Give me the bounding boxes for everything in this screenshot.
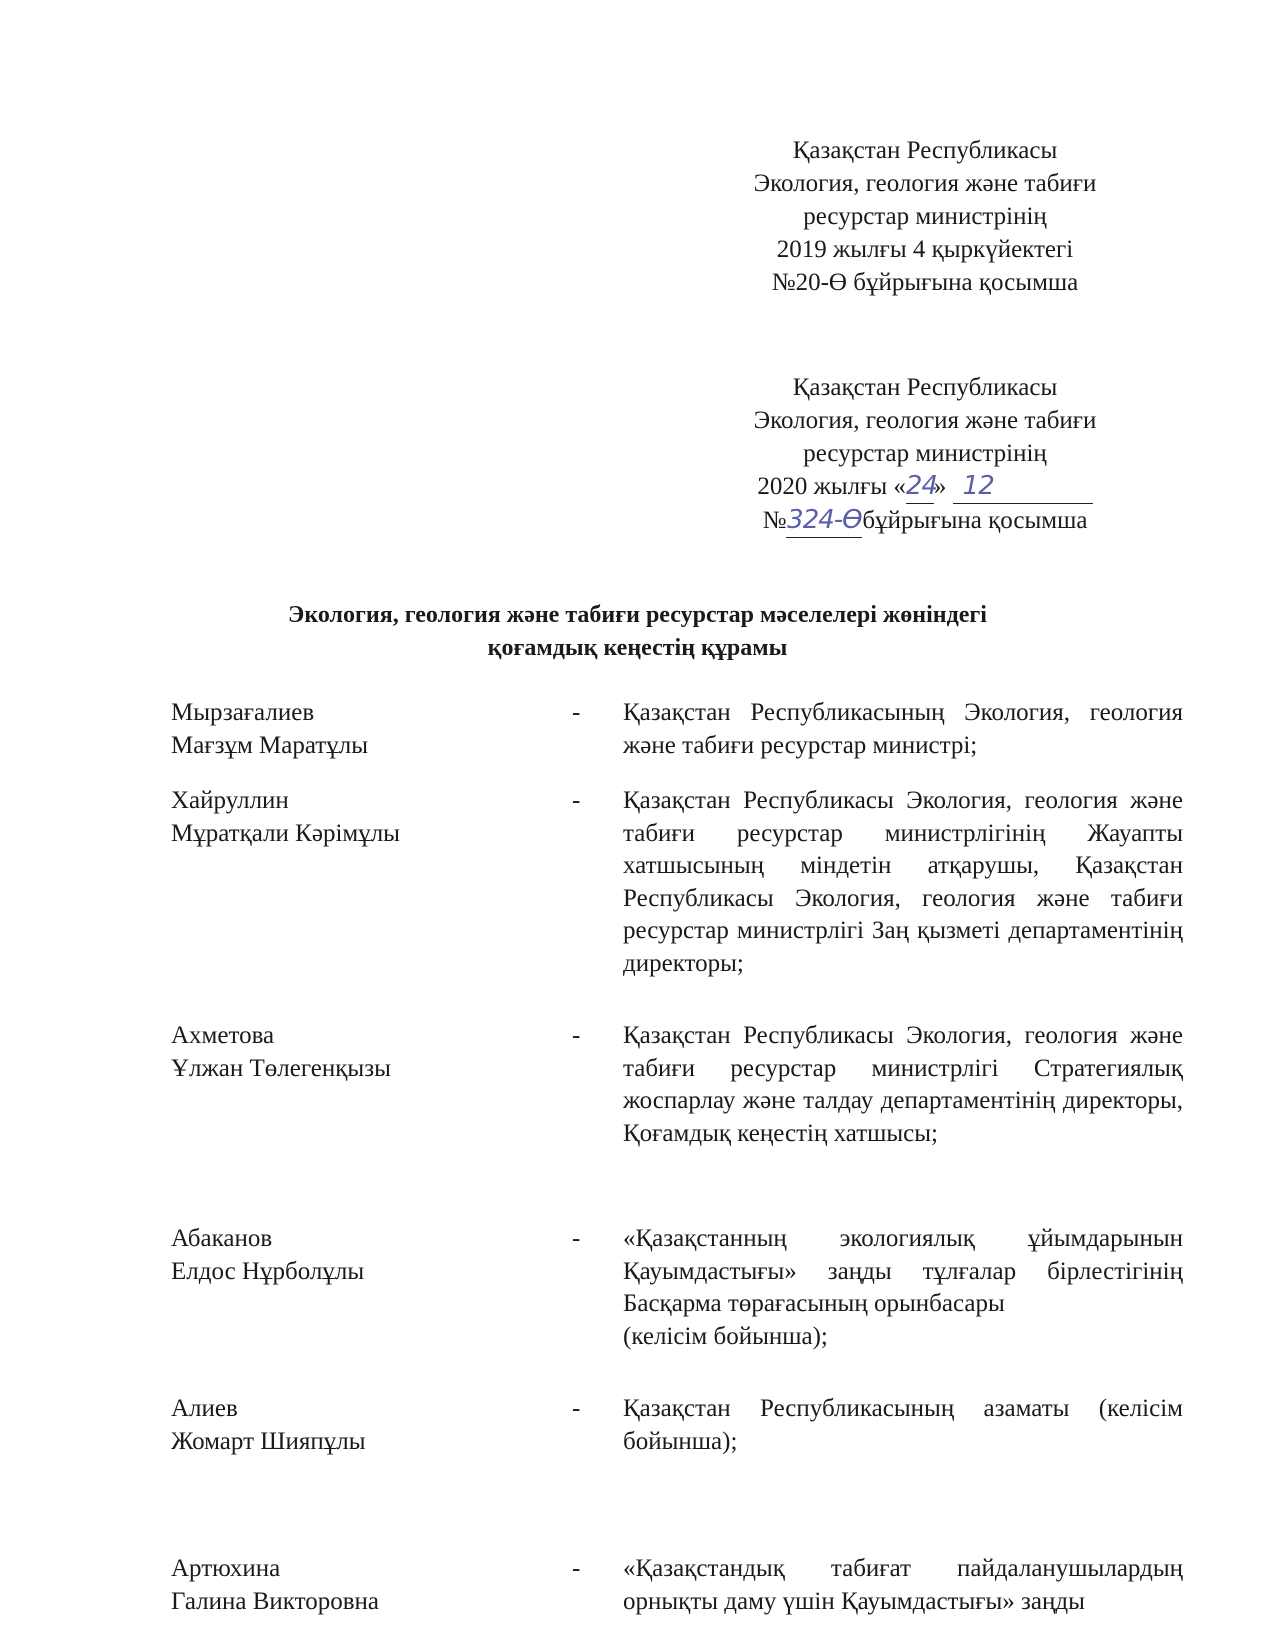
member-surname: Артюхина	[171, 1555, 281, 1582]
member-dash: -	[572, 1555, 581, 1582]
date-close-quote: »	[933, 473, 947, 500]
amendment-order-reference	[700, 371, 1150, 538]
date-month-field	[953, 470, 1093, 504]
original-order-reference	[700, 134, 1150, 299]
member-surname: Мырзағалиев	[171, 699, 315, 726]
order-date-line	[700, 470, 1150, 504]
member-dash: -	[572, 787, 581, 814]
member-given-name: Мағзұм Маратұлы	[171, 731, 368, 759]
member-surname: Хайруллин	[171, 787, 289, 814]
number-suffix: бұйрығына қосымша	[862, 507, 1088, 534]
date-day-field	[905, 470, 938, 504]
header-line: Қазақстан Республикасы	[792, 137, 1058, 164]
member-description: Қазақстан Республикасы Экология, геология және табиғи ресурстар министрлігінің Жауапты хатшысының міндетін атқарушы, Қазақстан Республикасы Экология, геология және табиғи ресурстар министрлігі Заң қызметі департаментінің директоры;	[623, 787, 1183, 977]
header-line: Экология, геология және табиғи	[753, 407, 1097, 434]
handwritten-month: 12	[962, 471, 994, 501]
member-given-name: Галина Викторовна	[171, 1587, 379, 1615]
title-line: қоғамдық кеңестің құрамы	[487, 635, 788, 661]
date-prefix: 2020 жылғы «	[757, 473, 906, 500]
member-description-text: «Қазақстанның экологиялық ұйымдарынын Қауымдастығы» заңды тұлғалар бірлестігінің Басқарма төрағасының орынбасары	[623, 1225, 1183, 1317]
title-line: Экология, геология және табиғи ресурстар мәселелері жөніндегі	[288, 602, 987, 628]
member-name	[171, 1020, 551, 1085]
header-line: 2019 жылғы 4 қыркүйектегі	[776, 236, 1074, 263]
member-given-name: Жомарт Шияпұлы	[171, 1427, 366, 1455]
member-dash: -	[572, 699, 581, 726]
number-prefix: №	[762, 507, 787, 534]
member-agreement-note: (келісім бойынша);	[623, 1322, 828, 1350]
member-name	[171, 1553, 551, 1618]
member-name	[171, 1393, 551, 1458]
member-dash: -	[572, 1022, 581, 1049]
member-given-name: Мұратқали Кәрімұлы	[171, 819, 400, 847]
member-description: Қазақстан Республикасының Экология, геология және табиғи ресурстар министрі;	[623, 699, 1183, 759]
handwritten-number: 324-Ө	[787, 505, 862, 535]
member-description: «Қазақстандық табиғат пайдаланушылардың орнықты даму үшін Қауымдастығы» заңды	[623, 1555, 1183, 1615]
member-description: Қазақстан Республикасы Экология, геология және табиғи ресурстар министрлігі Стратегиялық жоспарлау және талдау департаментінің директоры, Қоғамдық кеңестің хатшысы;	[623, 1022, 1183, 1147]
order-number-line	[700, 504, 1150, 538]
header-line: ресурстар министрінің	[803, 203, 1047, 230]
member-surname: Абаканов	[171, 1225, 273, 1252]
header-line: Экология, геология және табиғи	[753, 170, 1097, 197]
member-description	[623, 1223, 1183, 1353]
member-surname: Алиев	[171, 1395, 238, 1422]
member-given-name: Ұлжан Төлегенқызы	[171, 1054, 391, 1082]
header-line: Қазақстан Республикасы	[792, 374, 1058, 401]
header-line: №20-Ө бұйрығына қосымша	[771, 269, 1079, 296]
member-dash: -	[572, 1395, 581, 1422]
member-name	[171, 1223, 551, 1288]
member-given-name: Елдос Нұрболұлы	[171, 1257, 365, 1285]
member-surname: Ахметова	[171, 1022, 275, 1049]
order-number-field	[786, 504, 862, 538]
document-title	[0, 599, 1275, 665]
handwritten-day: 24	[905, 471, 938, 501]
member-name	[171, 785, 551, 850]
header-line: ресурстар министрінің	[803, 440, 1047, 467]
member-name	[171, 697, 551, 762]
member-description: Қазақстан Республикасының азаматы (келісім бойынша);	[623, 1395, 1183, 1455]
member-dash: -	[572, 1225, 581, 1252]
